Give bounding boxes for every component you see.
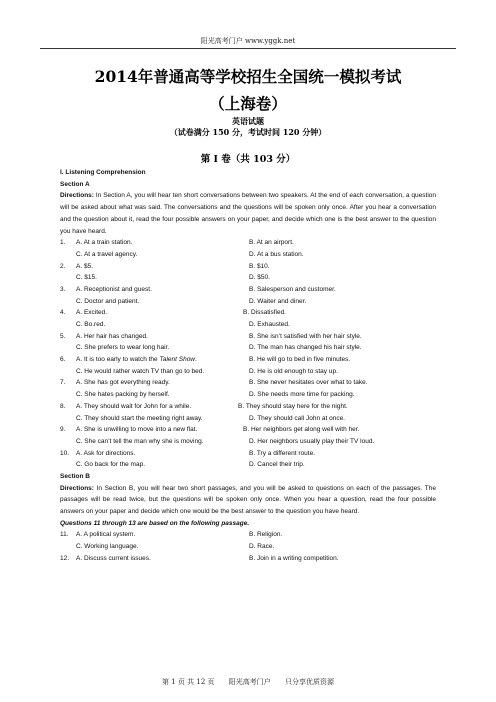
exam-content <box>60 167 436 565</box>
question-row <box>60 553 436 565</box>
site-header: 阳光高考门户 www.yggk.net <box>200 37 296 45</box>
section-b-directions <box>60 483 436 518</box>
option-b: B. Salesperson and customer. <box>249 285 336 293</box>
header-rule <box>40 48 456 49</box>
option-b: B. At an airport. <box>249 239 294 247</box>
option-a-end: . <box>195 356 197 364</box>
option-a <box>76 354 197 366</box>
option-d: D. At a bus station. <box>249 250 304 258</box>
option-a-text: A. It is too early to watch the <box>76 356 160 364</box>
option-c: C. $15. <box>76 274 97 282</box>
option-c: C. Working language. <box>76 543 139 551</box>
footer-site: 阳光高考门户 <box>228 678 271 686</box>
footer-slogan: 只分享优质资源 <box>284 678 334 686</box>
option-a: A. They should wait for John for a while. <box>76 402 192 410</box>
option-d: D. Race. <box>249 543 275 551</box>
question-row <box>60 459 436 471</box>
option-a: A. A political system. <box>76 531 136 539</box>
question-row <box>60 284 436 296</box>
option-a: A. Her hair has changed. <box>76 332 148 340</box>
question-row <box>60 237 436 249</box>
question-row <box>60 307 436 319</box>
section-a-title: Section A <box>60 180 90 188</box>
option-b: B. Join in a writing competition. <box>249 554 339 562</box>
option-d: D. He is old enough to stay up. <box>249 367 338 375</box>
option-c: C. Go back for the map. <box>76 461 146 469</box>
section-heading: I. Listening Comprehension <box>60 169 146 176</box>
option-b: B. Dissatisfied. <box>243 309 286 317</box>
question-number: 6. <box>60 356 66 364</box>
question-row <box>60 448 436 460</box>
questions-note: Questions 11 through 13 are based on the following passage. <box>60 519 250 527</box>
option-b: B. He will go to bed in five minutes. <box>249 356 351 364</box>
question-number: 8. <box>60 402 66 410</box>
option-b: B. She never hesitates over what to take. <box>249 379 368 387</box>
question-row <box>60 541 436 553</box>
question-row <box>60 319 436 331</box>
option-c: C. She hates packing by herself. <box>76 391 170 399</box>
question-row <box>60 366 436 378</box>
question-row <box>60 529 436 541</box>
option-d: D. Waiter and diner. <box>249 297 307 305</box>
option-a: A. $5. <box>76 262 93 270</box>
option-c: C. At a travel agency. <box>76 250 138 258</box>
option-c: C. She prefers to wear long hair. <box>76 344 170 352</box>
show-title: Talent Show <box>159 356 196 364</box>
page-number: 第 1 页 共 12 页 <box>162 678 215 686</box>
question-number: 10. <box>60 449 70 457</box>
exam-subtitle: （上海卷） <box>209 94 287 113</box>
exam-note: （试卷满分 150 分，考试时间 120 分钟） <box>169 127 327 137</box>
section-a-directions <box>60 190 436 237</box>
option-c: C. Bo.red. <box>76 321 106 329</box>
option-b: B. Try a different route. <box>249 449 315 457</box>
option-d: D. She needs more time for packing. <box>249 391 355 399</box>
exam-title: 2014年普通高等学校招生全国统一模拟考试 <box>94 67 402 86</box>
directions-text: In Section A, you will hear ten short conversations between two speakers. At the end of each conversation, a question will be asked about what was said. The conversations and the questions will be spoken only once. After you hear a conversation and the question about it, read the four possible answers on your paper, and decide which one is the best answer to the question you have heard. <box>60 192 436 235</box>
option-b: B. $10. <box>249 262 270 270</box>
question-number: 1. <box>60 239 66 247</box>
question-row <box>60 342 436 354</box>
option-d: D. They should call John at once. <box>249 414 345 422</box>
question-number: 2. <box>60 262 66 270</box>
option-a: A. At a train station. <box>76 239 133 247</box>
option-a: A. Ask for directions. <box>76 449 136 457</box>
directions-label: Directions: <box>60 484 94 492</box>
directions-label: Directions: <box>60 192 94 200</box>
option-d: D. Cancel their trip. <box>249 461 305 469</box>
option-d: D. Her neighbors usually play their TV loud. <box>249 437 375 445</box>
question-number: 7. <box>60 379 66 387</box>
question-row <box>60 424 436 436</box>
question-row <box>60 413 436 425</box>
option-b: B. They should stay here for the night. <box>238 402 348 410</box>
question-number: 12. <box>60 554 70 562</box>
option-a: A. She is unwilling to move into a new flat. <box>76 426 198 434</box>
question-row <box>60 272 436 284</box>
option-a: A. Receptionist and guest. <box>76 285 152 293</box>
page-footer <box>0 677 496 687</box>
option-b: B. She isn’t satisfied with her hair style. <box>249 332 362 340</box>
option-c: C. They should start the meeting right away. <box>76 414 203 422</box>
option-c: C. Doctor and patient. <box>76 297 140 305</box>
question-number: 11. <box>60 531 69 539</box>
option-a: A. Discuss current issues. <box>76 554 151 562</box>
question-row <box>60 249 436 261</box>
directions-text: In Section B, you will hear two short passages, and you will be asked to questions on each of the passages. The passages will be read twice, but the questions will be spoken only once. When you hear a question, read the four possible answers on your paper and decide which one would be the best answer to the question you have heard. <box>60 484 436 516</box>
question-row <box>60 377 436 389</box>
question-row <box>60 401 436 413</box>
option-b: B. Her neighbors get along well with her. <box>243 426 360 434</box>
option-a: A. She has got everything ready. <box>76 379 170 387</box>
subject-title: 英语试题 <box>232 116 264 126</box>
question-row <box>60 436 436 448</box>
question-row <box>60 261 436 273</box>
option-d: D. $50. <box>249 274 270 282</box>
option-d: D. The man has changed his hair style. <box>249 344 362 352</box>
option-c: C. She can’t tell the man why she is moving. <box>76 437 204 445</box>
question-row <box>60 331 436 343</box>
part-title: 第 I 卷（共 103 分） <box>200 154 296 165</box>
section-b-title: Section B <box>60 472 90 480</box>
question-number: 5. <box>60 332 66 340</box>
question-number: 4. <box>60 309 66 317</box>
question-number: 9. <box>60 426 66 434</box>
question-row <box>60 296 436 308</box>
option-b: B. Religion. <box>249 531 283 539</box>
question-row <box>60 354 436 366</box>
question-number: 3. <box>60 285 66 293</box>
question-row <box>60 389 436 401</box>
option-c: C. He would rather watch TV than go to bed. <box>76 367 205 375</box>
option-d: D. Exhausted. <box>249 321 290 329</box>
option-a: A. Excited. <box>76 309 108 317</box>
